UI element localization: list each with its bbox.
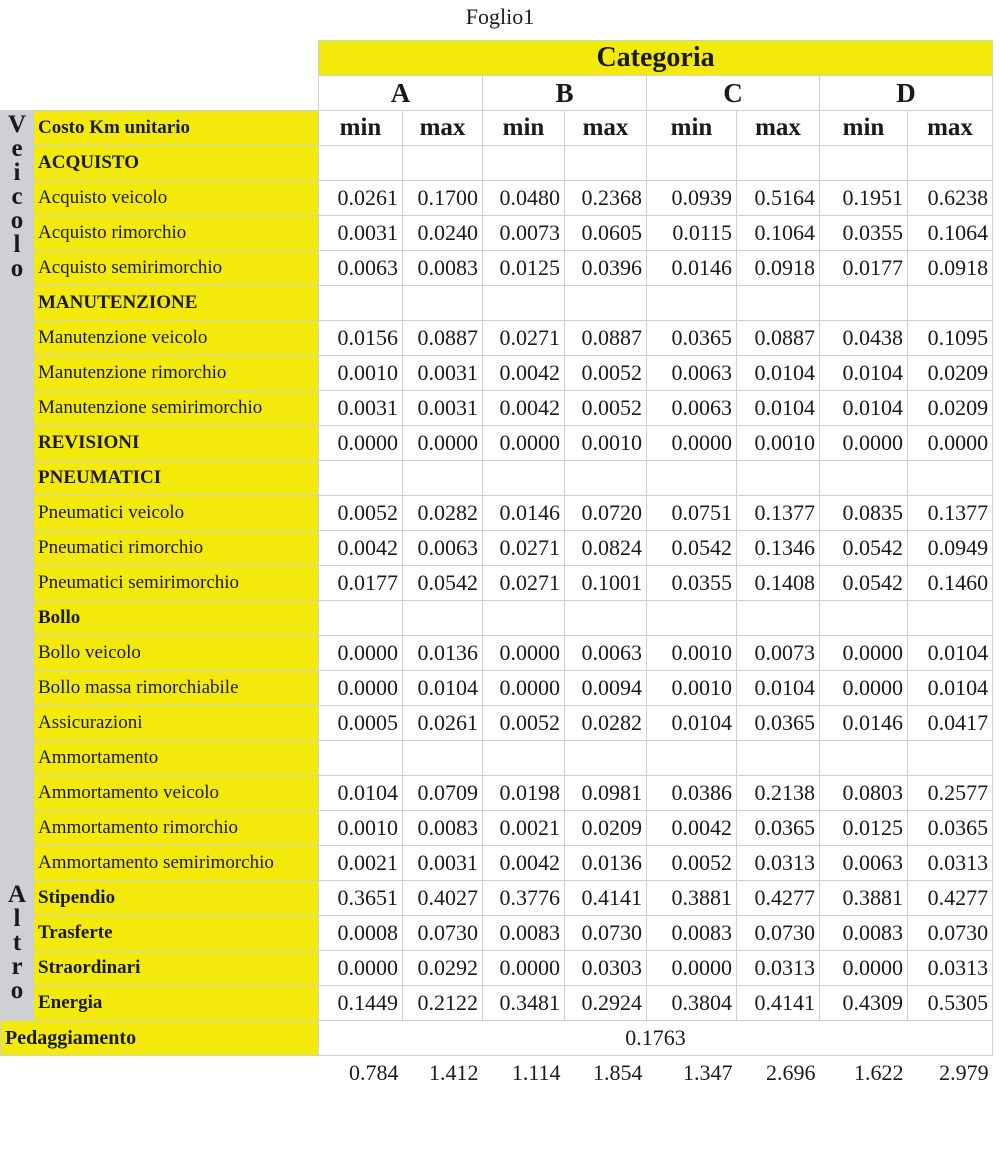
value-cell <box>483 601 565 636</box>
value-cell: 0.1951 <box>820 181 908 216</box>
group-letter: i <box>13 159 21 186</box>
value-cell: 0.0730 <box>737 916 820 951</box>
table-row <box>1 286 993 321</box>
value-cell <box>319 461 403 496</box>
value-cell: 0.0000 <box>483 636 565 671</box>
category-a: A <box>319 76 483 111</box>
value-cell: 0.0010 <box>647 636 737 671</box>
value-cell: 0.0417 <box>908 706 993 741</box>
value-cell: 0.0313 <box>737 951 820 986</box>
table-row <box>1 706 993 741</box>
group-letter: e <box>11 135 23 162</box>
value-cell: 0.0939 <box>647 181 737 216</box>
value-cell: 0.0146 <box>483 496 565 531</box>
value-cell: 0.0104 <box>403 671 483 706</box>
value-cell <box>483 461 565 496</box>
total-cell: 0.784 <box>349 1060 399 1086</box>
group-altro <box>1 881 34 1021</box>
value-cell: 0.0125 <box>483 251 565 286</box>
value-cell: 0.4141 <box>737 986 820 1021</box>
table-row <box>1 321 993 356</box>
table-row <box>1 601 993 636</box>
value-cell: 0.0094 <box>565 671 647 706</box>
group-letter: r <box>11 953 23 980</box>
table-row <box>1 846 993 881</box>
max-header: max <box>908 111 993 146</box>
value-cell <box>820 146 908 181</box>
value-cell: 0.1377 <box>908 496 993 531</box>
value-cell: 0.0177 <box>820 251 908 286</box>
value-cell: 0.3804 <box>647 986 737 1021</box>
value-cell: 0.0104 <box>647 706 737 741</box>
value-cell: 0.0438 <box>820 321 908 356</box>
value-cell: 0.0008 <box>319 916 403 951</box>
row-label: Manutenzione rimorchio <box>34 356 319 391</box>
row-label: REVISIONI <box>34 426 319 461</box>
value-cell: 0.0052 <box>483 706 565 741</box>
value-cell: 0.0063 <box>403 531 483 566</box>
value-cell: 0.1408 <box>737 566 820 601</box>
table-row <box>1 741 993 776</box>
value-cell: 0.0271 <box>483 321 565 356</box>
value-cell <box>908 741 993 776</box>
value-cell <box>737 286 820 321</box>
value-cell: 0.0365 <box>737 811 820 846</box>
value-cell: 0.1700 <box>403 181 483 216</box>
value-cell <box>908 146 993 181</box>
min-header: min <box>483 111 565 146</box>
table-row <box>1 531 993 566</box>
blank-cell <box>34 76 319 111</box>
value-cell: 0.0042 <box>483 356 565 391</box>
value-cell: 0.0005 <box>319 706 403 741</box>
value-cell: 0.0010 <box>565 426 647 461</box>
table-row <box>1 251 993 286</box>
value-cell: 0.0605 <box>565 216 647 251</box>
value-cell: 0.0031 <box>403 391 483 426</box>
group-letter: c <box>11 183 23 210</box>
value-cell: 0.0042 <box>319 531 403 566</box>
value-cell: 0.0031 <box>403 356 483 391</box>
value-cell: 0.3881 <box>820 881 908 916</box>
value-cell: 0.0292 <box>403 951 483 986</box>
value-cell <box>647 286 737 321</box>
value-cell <box>737 741 820 776</box>
row-label: Pneumatici semirimorchio <box>34 566 319 601</box>
value-cell: 0.2577 <box>908 776 993 811</box>
category-d: D <box>820 76 993 111</box>
value-cell <box>319 286 403 321</box>
row-label: Ammortamento <box>34 741 319 776</box>
value-cell: 0.0031 <box>403 846 483 881</box>
value-cell <box>565 461 647 496</box>
value-cell: 0.0000 <box>319 671 403 706</box>
group-letter: l <box>13 905 21 932</box>
value-cell <box>647 741 737 776</box>
value-cell: 0.5164 <box>737 181 820 216</box>
value-cell: 0.0104 <box>820 391 908 426</box>
value-cell: 0.1346 <box>737 531 820 566</box>
value-cell <box>403 601 483 636</box>
value-cell: 0.1064 <box>737 216 820 251</box>
category-title: Categoria <box>319 41 993 76</box>
row-label: PNEUMATICI <box>34 461 319 496</box>
min-header: min <box>319 111 403 146</box>
group-veicolo <box>1 111 34 881</box>
value-cell: 0.0000 <box>483 426 565 461</box>
group-letter: o <box>10 255 24 282</box>
value-cell: 0.0209 <box>908 391 993 426</box>
row-label: Bollo veicolo <box>34 636 319 671</box>
value-cell: 0.0052 <box>565 356 647 391</box>
value-cell <box>483 146 565 181</box>
row-label: ACQUISTO <box>34 146 319 181</box>
row-label: MANUTENZIONE <box>34 286 319 321</box>
value-cell: 0.0480 <box>483 181 565 216</box>
value-cell: 0.1460 <box>908 566 993 601</box>
row-label: Ammortamento semirimorchio <box>34 846 319 881</box>
value-cell: 0.0000 <box>319 636 403 671</box>
value-cell <box>908 461 993 496</box>
value-cell: 0.0887 <box>403 321 483 356</box>
value-cell: 0.0000 <box>483 951 565 986</box>
value-cell: 0.0835 <box>820 496 908 531</box>
value-cell: 0.4277 <box>737 881 820 916</box>
value-cell <box>483 286 565 321</box>
value-cell: 0.0156 <box>319 321 403 356</box>
value-cell <box>820 461 908 496</box>
value-cell <box>565 286 647 321</box>
blank-cell <box>34 1056 319 1091</box>
row-label: Stipendio <box>34 881 319 916</box>
value-cell: 0.0063 <box>820 846 908 881</box>
value-cell: 0.0115 <box>647 216 737 251</box>
value-cell: 0.0303 <box>565 951 647 986</box>
value-cell: 0.0730 <box>908 916 993 951</box>
value-cell: 0.0010 <box>319 356 403 391</box>
value-cell <box>403 146 483 181</box>
value-cell: 0.2122 <box>403 986 483 1021</box>
value-cell: 0.0000 <box>403 426 483 461</box>
value-cell: 0.0083 <box>403 811 483 846</box>
table-row <box>1 636 993 671</box>
value-cell: 0.0104 <box>737 356 820 391</box>
value-cell: 0.0542 <box>820 531 908 566</box>
value-cell: 0.0000 <box>820 636 908 671</box>
value-cell: 0.0981 <box>565 776 647 811</box>
value-cell: 0.0949 <box>908 531 993 566</box>
value-cell: 0.0010 <box>737 426 820 461</box>
group-letter: o <box>10 977 24 1004</box>
table-row <box>1 181 993 216</box>
value-cell: 0.0000 <box>319 426 403 461</box>
value-cell: 0.0083 <box>483 916 565 951</box>
max-header: max <box>737 111 820 146</box>
value-cell: 0.4141 <box>565 881 647 916</box>
table-row <box>1 391 993 426</box>
table-row <box>1 811 993 846</box>
group-letter: A <box>7 881 27 908</box>
value-cell: 0.0355 <box>820 216 908 251</box>
value-cell: 0.0073 <box>737 636 820 671</box>
row-label: Acquisto rimorchio <box>34 216 319 251</box>
group-letter: V <box>7 111 27 138</box>
min-header: min <box>820 111 908 146</box>
value-cell: 0.0271 <box>483 566 565 601</box>
value-cell: 0.5305 <box>908 986 993 1021</box>
table-row <box>1 461 993 496</box>
value-cell: 0.0052 <box>647 846 737 881</box>
value-cell: 0.0000 <box>820 671 908 706</box>
value-cell: 0.0240 <box>403 216 483 251</box>
value-cell: 0.0083 <box>647 916 737 951</box>
value-cell: 0.0313 <box>737 846 820 881</box>
value-cell <box>820 286 908 321</box>
table-row <box>1 986 993 1021</box>
value-cell: 0.0282 <box>565 706 647 741</box>
value-cell: 0.0000 <box>647 951 737 986</box>
max-header: max <box>403 111 483 146</box>
min-header: min <box>647 111 737 146</box>
table-row <box>1 356 993 391</box>
value-cell: 0.0104 <box>908 636 993 671</box>
value-cell <box>647 461 737 496</box>
total-cell: 1.347 <box>683 1060 733 1086</box>
value-cell: 0.0042 <box>483 391 565 426</box>
value-cell: 0.0000 <box>908 426 993 461</box>
group-letter: o <box>10 207 24 234</box>
value-cell: 0.0063 <box>647 391 737 426</box>
value-cell: 0.4309 <box>820 986 908 1021</box>
row-label: Acquisto semirimorchio <box>34 251 319 286</box>
value-cell: 0.3651 <box>319 881 403 916</box>
value-cell: 0.0042 <box>647 811 737 846</box>
row-label: Pneumatici rimorchio <box>34 531 319 566</box>
value-cell: 0.2138 <box>737 776 820 811</box>
table-row <box>1 426 993 461</box>
value-cell: 0.0365 <box>908 811 993 846</box>
value-cell: 0.0104 <box>737 391 820 426</box>
value-cell: 0.4027 <box>403 881 483 916</box>
table-row <box>1 566 993 601</box>
value-cell: 0.0313 <box>908 951 993 986</box>
value-cell: 0.0104 <box>737 671 820 706</box>
cost-table <box>0 40 993 1091</box>
row-label: Ammortamento rimorchio <box>34 811 319 846</box>
value-cell: 0.0000 <box>483 671 565 706</box>
value-cell: 0.4277 <box>908 881 993 916</box>
value-cell <box>565 146 647 181</box>
value-cell: 0.3881 <box>647 881 737 916</box>
value-cell <box>820 741 908 776</box>
value-cell: 0.0010 <box>647 671 737 706</box>
table-row <box>1 671 993 706</box>
table-row <box>1 776 993 811</box>
value-cell: 0.0000 <box>820 951 908 986</box>
row-label: Assicurazioni <box>34 706 319 741</box>
table-row <box>1 916 993 951</box>
value-cell: 0.0709 <box>403 776 483 811</box>
value-cell <box>820 601 908 636</box>
pedaggiamento-value: 0.1763 <box>319 1021 993 1056</box>
value-cell: 0.2924 <box>565 986 647 1021</box>
blank-cell <box>1 76 34 111</box>
value-cell: 0.0021 <box>483 811 565 846</box>
sheet-title: Foglio1 <box>465 4 535 29</box>
value-cell: 0.0365 <box>737 706 820 741</box>
value-cell <box>737 601 820 636</box>
value-cell: 0.0031 <box>319 216 403 251</box>
value-cell: 0.0386 <box>647 776 737 811</box>
value-cell: 0.0918 <box>908 251 993 286</box>
value-cell <box>403 741 483 776</box>
row-label: Pneumatici veicolo <box>34 496 319 531</box>
value-cell: 0.0261 <box>319 181 403 216</box>
value-cell: 0.6238 <box>908 181 993 216</box>
table-row <box>1 146 993 181</box>
value-cell: 0.0355 <box>647 566 737 601</box>
total-cell: 1.854 <box>593 1060 643 1086</box>
value-cell: 0.0282 <box>403 496 483 531</box>
category-c: C <box>647 76 820 111</box>
totals-row <box>1 1056 993 1091</box>
group-letter: t <box>12 929 22 956</box>
value-cell <box>565 601 647 636</box>
value-cell: 0.0104 <box>820 356 908 391</box>
value-cell: 0.1095 <box>908 321 993 356</box>
value-cell: 0.0198 <box>483 776 565 811</box>
value-cell: 0.0125 <box>820 811 908 846</box>
value-cell: 0.0720 <box>565 496 647 531</box>
value-cell: 0.0887 <box>737 321 820 356</box>
value-cell <box>737 461 820 496</box>
value-cell: 0.0177 <box>319 566 403 601</box>
value-cell: 0.0542 <box>403 566 483 601</box>
value-cell: 0.0146 <box>647 251 737 286</box>
blank-cell <box>34 41 319 76</box>
value-cell: 0.0803 <box>820 776 908 811</box>
table-row <box>1 951 993 986</box>
row-label: Manutenzione veicolo <box>34 321 319 356</box>
value-cell: 0.0542 <box>820 566 908 601</box>
row-label: Manutenzione semirimorchio <box>34 391 319 426</box>
value-cell: 0.0136 <box>565 846 647 881</box>
value-cell <box>403 461 483 496</box>
value-cell: 0.0000 <box>820 426 908 461</box>
row-label: Bollo massa rimorchiabile <box>34 671 319 706</box>
value-cell: 0.0261 <box>403 706 483 741</box>
value-cell: 0.1449 <box>319 986 403 1021</box>
row-label: Acquisto veicolo <box>34 181 319 216</box>
value-cell: 0.1377 <box>737 496 820 531</box>
blank-cell <box>1 41 34 76</box>
max-header: max <box>565 111 647 146</box>
row-label: Ammortamento veicolo <box>34 776 319 811</box>
value-cell: 0.0730 <box>565 916 647 951</box>
value-cell: 0.1064 <box>908 216 993 251</box>
value-cell: 0.0000 <box>647 426 737 461</box>
value-cell: 0.0396 <box>565 251 647 286</box>
row-label: Trasferte <box>34 916 319 951</box>
value-cell: 0.0104 <box>319 776 403 811</box>
row-label: Energia <box>34 986 319 1021</box>
total-cell: 2.696 <box>766 1060 816 1086</box>
value-cell: 0.0104 <box>908 671 993 706</box>
value-cell: 0.0313 <box>908 846 993 881</box>
value-cell: 0.0063 <box>319 251 403 286</box>
value-cell: 0.0887 <box>565 321 647 356</box>
value-cell: 0.0730 <box>403 916 483 951</box>
value-cell <box>565 741 647 776</box>
label-column-title: Costo Km unitario <box>34 111 319 146</box>
pedaggiamento-label: Pedaggiamento <box>1 1021 319 1056</box>
value-cell <box>647 146 737 181</box>
table-row <box>1 496 993 531</box>
value-cell: 0.0052 <box>565 391 647 426</box>
value-cell <box>647 601 737 636</box>
row-label: Straordinari <box>34 951 319 986</box>
value-cell: 0.0052 <box>319 496 403 531</box>
value-cell <box>908 286 993 321</box>
value-cell: 0.0209 <box>565 811 647 846</box>
value-cell <box>319 146 403 181</box>
category-b: B <box>483 76 647 111</box>
value-cell: 0.0063 <box>647 356 737 391</box>
pedaggiamento-row <box>1 1021 993 1056</box>
value-cell: 0.0021 <box>319 846 403 881</box>
value-cell: 0.0031 <box>319 391 403 426</box>
value-cell: 0.0042 <box>483 846 565 881</box>
value-cell: 0.0542 <box>647 531 737 566</box>
blank-cell <box>1 1056 34 1091</box>
value-cell: 0.2368 <box>565 181 647 216</box>
total-cell: 1.412 <box>429 1060 479 1086</box>
group-letter: l <box>13 231 21 258</box>
value-cell: 0.0083 <box>403 251 483 286</box>
value-cell: 0.0000 <box>319 951 403 986</box>
value-cell: 0.1001 <box>565 566 647 601</box>
value-cell <box>737 146 820 181</box>
value-cell <box>403 286 483 321</box>
value-cell <box>319 601 403 636</box>
value-cell <box>908 601 993 636</box>
table-row <box>1 216 993 251</box>
row-label: Bollo <box>34 601 319 636</box>
value-cell: 0.0063 <box>565 636 647 671</box>
total-cell: 1.622 <box>854 1060 904 1086</box>
value-cell: 0.0751 <box>647 496 737 531</box>
total-cell: 1.114 <box>511 1060 561 1086</box>
value-cell: 0.0918 <box>737 251 820 286</box>
value-cell: 0.0209 <box>908 356 993 391</box>
value-cell: 0.0010 <box>319 811 403 846</box>
value-cell: 0.0073 <box>483 216 565 251</box>
value-cell: 0.3481 <box>483 986 565 1021</box>
total-cell: 2.979 <box>939 1060 989 1086</box>
value-cell <box>483 741 565 776</box>
value-cell: 0.0824 <box>565 531 647 566</box>
value-cell: 0.0083 <box>820 916 908 951</box>
value-cell <box>319 741 403 776</box>
value-cell: 0.3776 <box>483 881 565 916</box>
value-cell: 0.0136 <box>403 636 483 671</box>
value-cell: 0.0365 <box>647 321 737 356</box>
table-row <box>1 881 993 916</box>
value-cell: 0.0146 <box>820 706 908 741</box>
value-cell: 0.0271 <box>483 531 565 566</box>
